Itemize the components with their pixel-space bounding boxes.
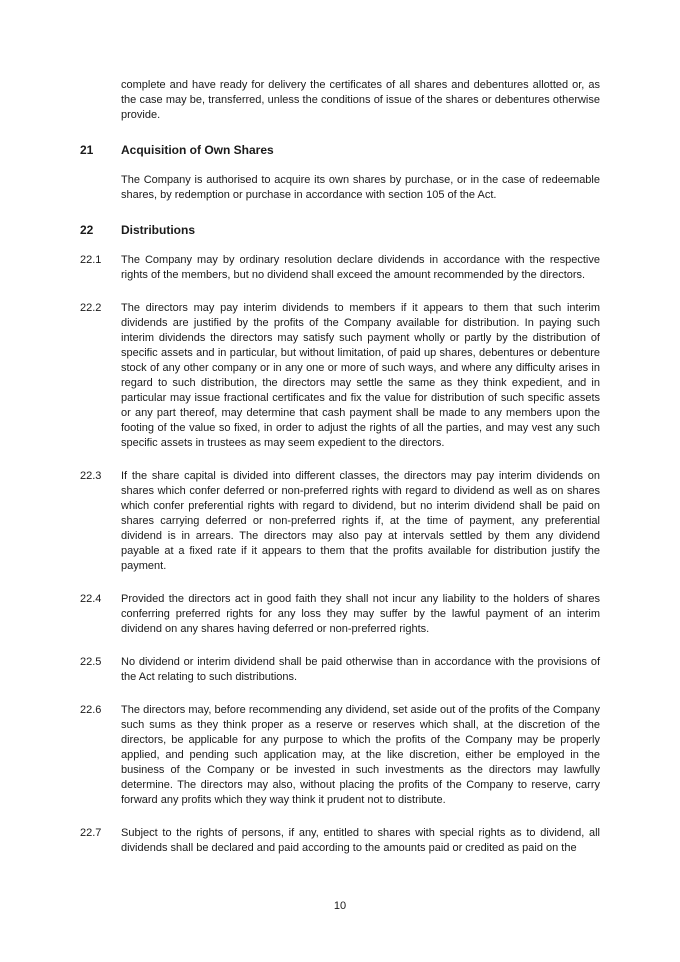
clause-22-7: [80, 826, 600, 856]
clause-number: 22.4: [80, 593, 102, 605]
clause-22-5: [80, 655, 600, 685]
section-heading-21: [80, 143, 600, 158]
clause-number: 22.1: [80, 254, 102, 266]
clause-text: The directors may, before recommending any dividend, set aside out of the profits of the Company such sums as they think proper as a reserve or reserves which shall, at the discretion of the directors, be applicable for any purpose to which the profits of the Company may be properly applied, and pending such application may, at the like discretion, either be employed in the business of the Company or be invested in such investments as the directors may lawfully determine. The directors may also, without placing the profits of the Company to reserve, carry forward any profits which they way think it prudent not to distribute.: [121, 704, 600, 806]
clause-22-1: [80, 253, 600, 283]
clause-number: 22.5: [80, 656, 102, 668]
clause-number: 22.2: [80, 302, 102, 314]
section-title: Acquisition of Own Shares: [121, 143, 274, 157]
page-number: 10: [333, 900, 347, 912]
paragraph-continuation: complete and have ready for delivery the certificates of all shares and debentures allotted or, as the case may be, transferred, unless the conditions of issue of the shares or debentures otherwise provide.: [121, 79, 600, 121]
clause-22-6: [80, 703, 600, 808]
section-heading-22: [80, 223, 600, 238]
section-21-body: [80, 173, 600, 203]
clause-number: 22.6: [80, 704, 102, 716]
clause-text: If the share capital is divided into different classes, the directors may pay interim dividends on shares which confer deferred or non-preferred rights with regard to dividend as well as on shares which confer preferential rights with regard to dividend, but no interim dividend shall be paid on shares carrying deferred or non-preferred rights if, at the time of payment, any preferential dividend is in arrears. The directors may also pay at intervals settled by them any dividend payable at a fixed rate if it appears to them that the profits available for distribution justify the payment.: [121, 470, 600, 572]
section-number: 21: [80, 143, 94, 157]
section-title: Distributions: [121, 223, 195, 237]
clause-22-3: [80, 469, 600, 574]
clause-text: Provided the directors act in good faith they shall not incur any liability to the holders of shares conferring preferred rights for any loss they may suffer by the lawful payment of an interim dividend on any shares having deferred or non-preferred rights.: [121, 593, 600, 635]
clause-number: 22.7: [80, 827, 102, 839]
clause-number: 22.3: [80, 470, 102, 482]
clause-number-empty: [80, 173, 121, 203]
clause-text: No dividend or interim dividend shall be paid otherwise than in accordance with the provisions of the Act relating to such distributions.: [121, 656, 600, 683]
section-number: 22: [80, 223, 94, 237]
clause-text: The directors may pay interim dividends to members if it appears to them that such interim dividends are justified by the profits of the Company available for distribution. In paying such interim dividends the directors may satisfy such payment wholly or partly by the distribution of specific assets and in particular, but without limitation, of paid up shares, debentures or debenture stock of any other company or in any one or more of such ways, and where any difficulty arises in regard to such distribution, the directors may settle the same as they think expedient, and in particular may issue fractional certificates and fix the value for distribution of such specific assets or any part thereof, may determine that cash payment shall be made to any members upon the footing of the value so fixed, in order to adjust the rights of all the parties, and may vest any such specific assets in trustees as may seem expedient to the directors.: [121, 302, 600, 449]
clause-text: The Company may by ordinary resolution declare dividends in accordance with the respective rights of the members, but no dividend shall exceed the amount recommended by the directors.: [121, 254, 600, 281]
clause-22-2: [80, 301, 600, 451]
clause-text: Subject to the rights of persons, if any, entitled to shares with special rights as to dividend, all dividends shall be declared and paid according to the amounts paid or credited as paid on the: [121, 827, 600, 854]
clause-text: The Company is authorised to acquire its own shares by purchase, or in the case of redeemable shares, by redemption or purchase in accordance with section 105 of the Act.: [121, 174, 600, 201]
clause-22-4: [80, 592, 600, 637]
